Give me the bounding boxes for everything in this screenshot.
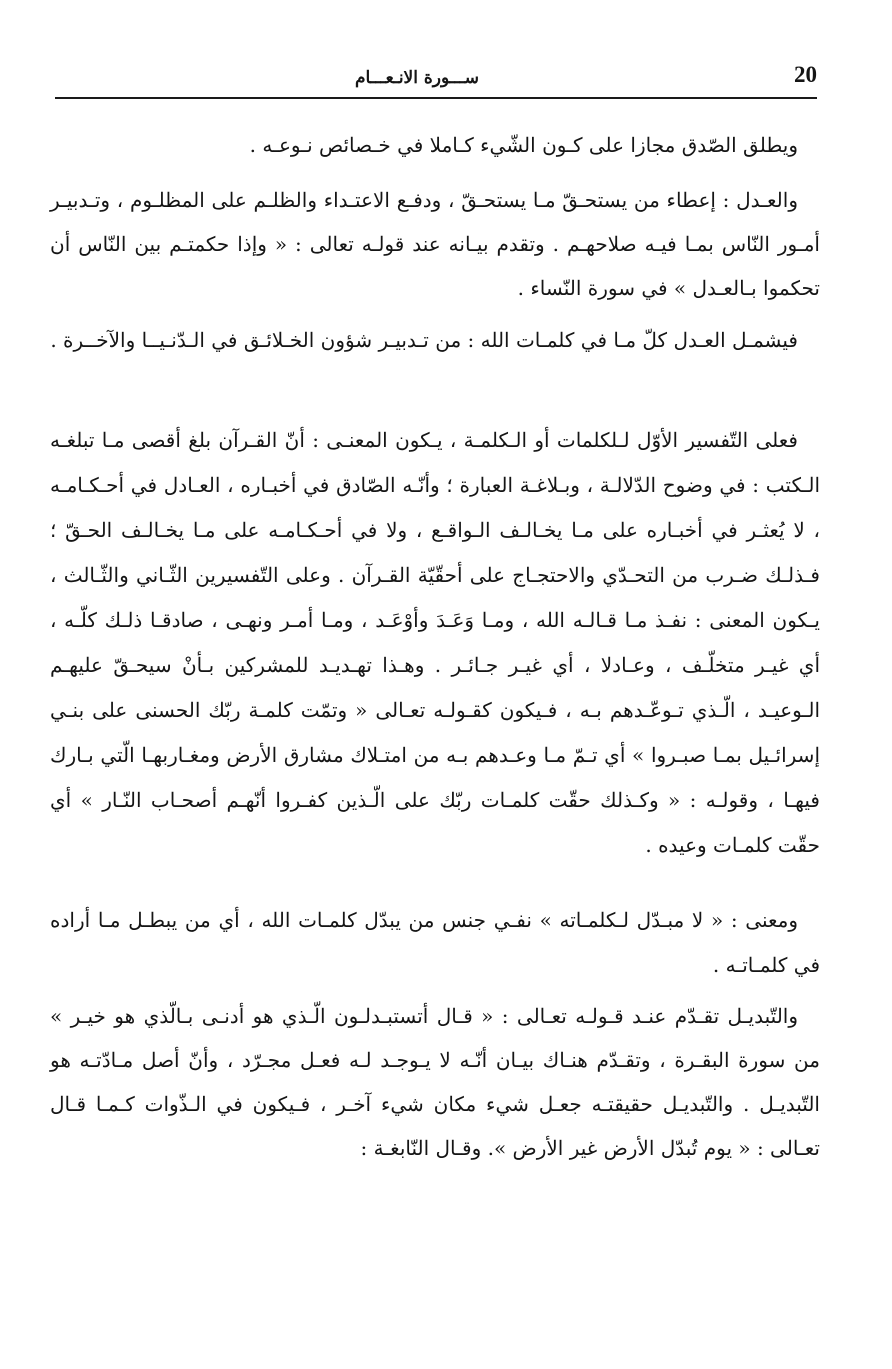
running-title: ســـورة الانـعـــام bbox=[355, 68, 479, 88]
page-number: 20 bbox=[794, 62, 817, 87]
header-rule bbox=[55, 97, 817, 99]
paragraph-no-changer bbox=[50, 898, 820, 988]
paragraph-text: فيشمـل العـدل كلّ مـا في كلمـات الله : من تـدبيـر شؤون الخـلائـق في الـدّنـيــا والآخــرة . bbox=[50, 328, 798, 352]
paragraph-truthfulness bbox=[50, 122, 820, 168]
paragraph-text: والتّبديـل تقـدّم عنـد قـولـه تعـالى : « قـال أتستبـدلـون الّـذي هو أدنـى بـالّذي هو خيـر » من سورة البقـرة ، وتقـدّم هنـاك بيـان أنّـه لا يـوجـد لـه فعـل مجـرّد ، وأنّ أصل مـادّتـه هو التّبديـل . والتّبديـل حقيقتـه جعـل شيء مكان شيء آخـر ، فـيكون في الـذّوات كـمـا قـال تعـالى : « يوم تُبدّل الأرض غير الأرض ». وقـال النّابغـة : bbox=[50, 1004, 820, 1160]
paragraph-justice-scope bbox=[50, 318, 820, 363]
paragraph-interpretation bbox=[50, 418, 820, 868]
paragraph-text: والعـدل : إعطاء من يستحـقّ مـا يستحـقّ ، ودفـع الاعتـداء والظلـم على المظلـوم ، وتـدبيـر أمـور النّاس بمـا فيـه صلاحهـم . وتقدم بيـانه عند قولـه تعالى : « وإذا حكمتـم بين النّاس أن تحكموا بـالعـدل » في سورة النّساء . bbox=[50, 188, 820, 300]
paragraph-text: فعلى التّفسير الأوّل لـلكلمات أو الـكلمـة ، يـكون المعنـى : أنّ القـرآن بلغ أقصى مـا تبلغـه الـكتب : في وضوح الدّلالـة ، وبـلاغـة العبارة ؛ وأنّـه الصّادق في أخبـاره ، العـادل في أحـكـامـه ، لا يُعثـر في أخبـاره على مـا يخـالـف الـواقـع ، ولا في أحـكـامـه على مـا يخـالـف الحـقّ ؛ فـذلـك ضـرب من التحـدّي والاحتجـاج على أحقّيّة القـرآن . وعلى التّفسيرين الثّـاني والثّـالث ، يـكون المعنى : نفـذ مـا قـالـه الله ، ومـا وَعَـدَ وأوْعَـد ، ومـا أمـر ونهـى ، صادقـا ذلـك كلّـه ، أي غيـر متخلّـف ، وعـادلا ، أي غيـر جـائـر . وهـذا تهـديـد للمشركين بـأنْ سيحـقّ عليهـم الـوعيـد ، الّـذي تـوعّـدهم بـه ، فـيكون كقـولـه تعـالى « وتمّت كلمـة ربّك الحسنى على بنـي إسرائـيل بمـا صبـروا » أي تـمّ مـا وعـدهم بـه من امتـلاك مشارق الأرض ومغـاربهـا الّتي بـارك فيهـا ، وقولـه : « وكـذلك حقّت كلمـات ربّك على الّـذين كفـروا أنّهـم أصحـاب النّـار » أي حقّت كلمـات وعيده . bbox=[50, 428, 820, 857]
page-header bbox=[55, 58, 817, 98]
paragraph-text: ويطلق الصّدق مجازا على كـون الشّيء كـاملا في خـصائص نـوعـه . bbox=[249, 133, 798, 157]
paragraph-substitution bbox=[50, 994, 820, 1170]
paragraph-justice-definition bbox=[50, 178, 820, 310]
paragraph-text: ومعنى : « لا مبـدّل لـكلمـاته » نفـي جنس من يبدّل كلمـات الله ، أي من يبطـل مـا أراده في كلمـاتـه . bbox=[50, 908, 820, 977]
